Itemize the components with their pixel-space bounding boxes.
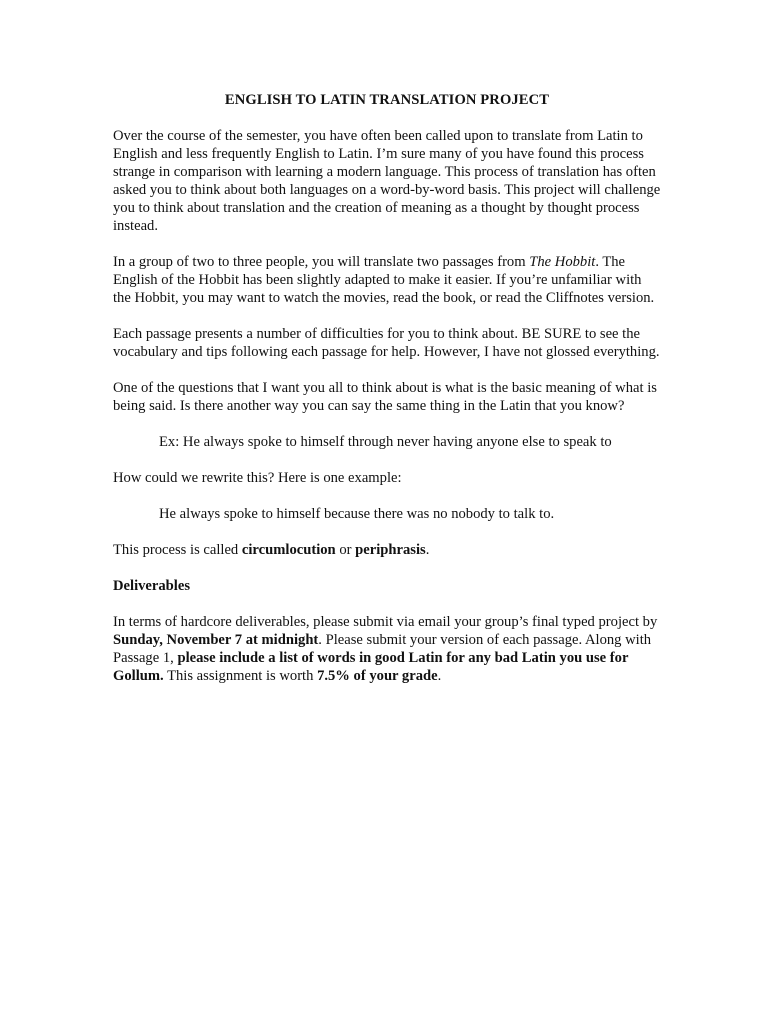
deliverables-text-4: . xyxy=(437,668,442,684)
latin-list-requirement: please include a list of words in good Latin for any bad Latin you use for Gollum. xyxy=(113,650,629,684)
difficulties-paragraph: Each passage presents a number of difficulties for you to think about. BE SURE to see the vocabulary and tips following each passage for help. However, I have not glossed everything. xyxy=(113,326,660,360)
group-paragraph xyxy=(113,253,661,307)
questions-paragraph: One of the questions that I want you all to think about is what is the basic meaning of what is being said. Is there another way you can say the same thing in the Latin that you know? xyxy=(113,380,657,414)
group-text-before: In a group of two to three people, you will translate two passages from xyxy=(113,254,530,270)
grade-weight: 7.5% of your grade xyxy=(317,668,438,684)
group-text-after: . The English of the Hobbit has been slightly adapted to make it easier. If you’re unfamiliar with the Hobbit, you may want to watch the movies, read the book, or read the Cliffnotes version. xyxy=(113,254,655,306)
process-paragraph xyxy=(113,541,661,559)
intro-paragraph: Over the course of the semester, you have often been called upon to translate from Latin to English and less frequently English to Latin. I’m sure many of you have found this process strange in comparison with learning a modern language. This process of translation has often asked you to think about both languages on a word-by-word basis. This project will challenge you to think about translation and the creation of meaning as a thought by thought process instead. xyxy=(113,128,661,234)
example-rewrite: He always spoke to himself because there was no nobody to talk to. xyxy=(159,506,555,522)
process-text-before: This process is called xyxy=(113,542,242,558)
deliverables-paragraph xyxy=(113,613,661,685)
process-text-middle: or xyxy=(335,542,356,558)
process-text-after: . xyxy=(425,542,430,558)
book-title: The Hobbit xyxy=(529,254,596,270)
rewrite-question: How could we rewrite this? Here is one example: xyxy=(113,470,402,486)
deliverables-text-1: In terms of hardcore deliverables, please submit via email your group’s final typed project by xyxy=(113,614,658,630)
deliverables-text-3: This assignment is worth xyxy=(163,668,318,684)
example-original: Ex: He always spoke to himself through never having anyone else to speak to xyxy=(159,434,612,450)
deliverables-text-2: . Please submit your version of each passage. Along with Passage 1, xyxy=(113,632,652,666)
term-periphrasis: periphrasis xyxy=(355,542,426,558)
document-page xyxy=(113,91,661,703)
deadline: Sunday, November 7 at midnight xyxy=(113,632,319,648)
document-title: ENGLISH TO LATIN TRANSLATION PROJECT xyxy=(224,92,550,108)
term-circumlocution: circumlocution xyxy=(241,542,336,558)
deliverables-heading: Deliverables xyxy=(113,578,191,594)
